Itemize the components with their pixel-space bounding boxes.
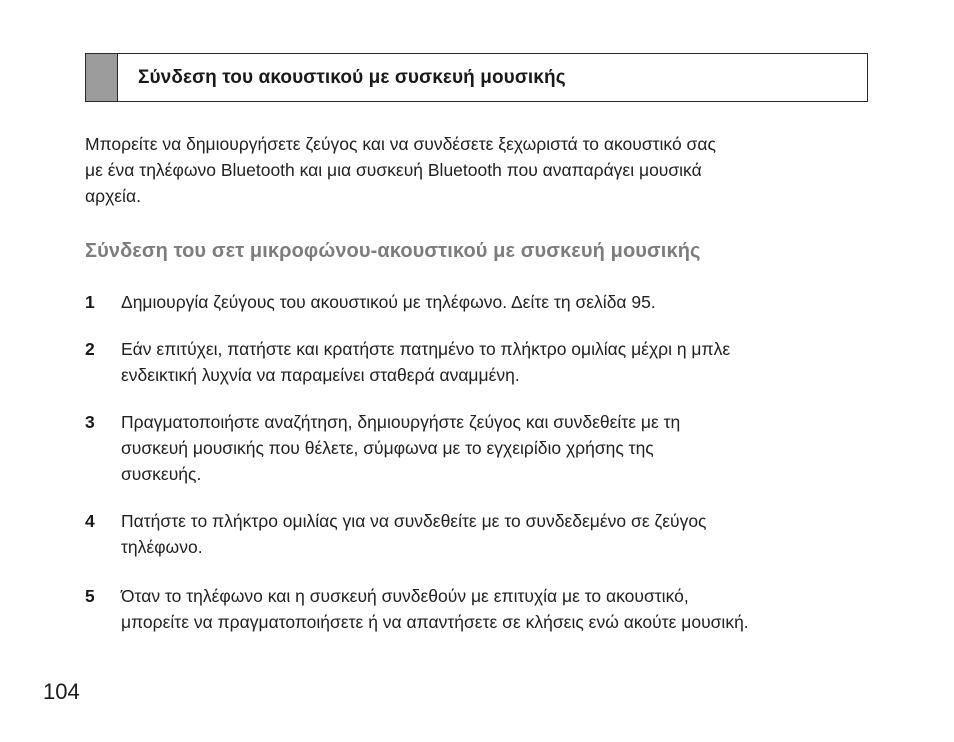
step-line: μπορείτε να πραγματοποιήσετε ή να απαντήσετε σε κλήσεις ενώ ακούτε μουσική. — [121, 612, 749, 632]
step-item — [85, 289, 885, 315]
step-line: Δημιουργία ζεύγους του ακουστικού με τηλέφωνο. Δείτε τη σελίδα 95. — [121, 292, 656, 312]
intro-line: με ένα τηλέφωνο Bluetooth και μια συσκευή Bluetooth που αναπαράγει μουσικά — [85, 160, 702, 180]
step-number: 2 — [85, 339, 95, 359]
section-header-tab — [86, 54, 118, 101]
step-line: Όταν το τηλέφωνο και η συσκευή συνδεθούν με επιτυχία με το ακουστικό, — [121, 586, 689, 606]
step-number: 4 — [85, 511, 95, 531]
step-item — [85, 336, 885, 388]
step-text — [121, 508, 885, 560]
step-number: 5 — [85, 586, 95, 606]
step-text — [121, 336, 885, 388]
intro-line: Μπορείτε να δημιουργήσετε ζεύγος και να συνδέσετε ξεχωριστά το ακουστικό σας — [85, 134, 716, 154]
step-line: ενδεικτική λυχνία να παραμείνει σταθερά αναμμένη. — [121, 365, 520, 385]
step-item — [85, 508, 885, 560]
intro-paragraph — [85, 131, 875, 209]
step-number: 3 — [85, 412, 95, 432]
section-header — [85, 53, 868, 102]
step-line: Εάν επιτύχει, πατήστε και κρατήστε πατημένο το πλήκτρο ομιλίας μέχρι η μπλε — [121, 339, 731, 359]
step-line: Πατήστε το πλήκτρο ομιλίας για να συνδεθείτε με το συνδεδεμένο σε ζεύγος — [121, 511, 707, 531]
step-number: 1 — [85, 292, 95, 312]
subheading: Σύνδεση του σετ μικροφώνου-ακουστικού με συσκευή μουσικής — [85, 240, 701, 262]
intro-line: αρχεία. — [85, 186, 141, 206]
step-text — [121, 289, 885, 315]
step-line: συσκευή μουσικής που θέλετε, σύμφωνα με το εγχειρίδιο χρήσης της — [121, 438, 654, 458]
section-title: Σύνδεση του ακουστικού με συσκευή μουσικής — [138, 66, 566, 88]
step-line: συσκευής. — [121, 464, 202, 484]
step-line: Πραγματοποιήστε αναζήτηση, δημιουργήστε ζεύγος και συνδεθείτε με τη — [121, 412, 681, 432]
step-item — [85, 583, 885, 635]
step-line: τηλέφωνο. — [121, 537, 203, 557]
step-text — [121, 583, 885, 635]
step-text — [121, 409, 885, 487]
step-item — [85, 409, 885, 487]
page-number: 104 — [43, 679, 80, 704]
